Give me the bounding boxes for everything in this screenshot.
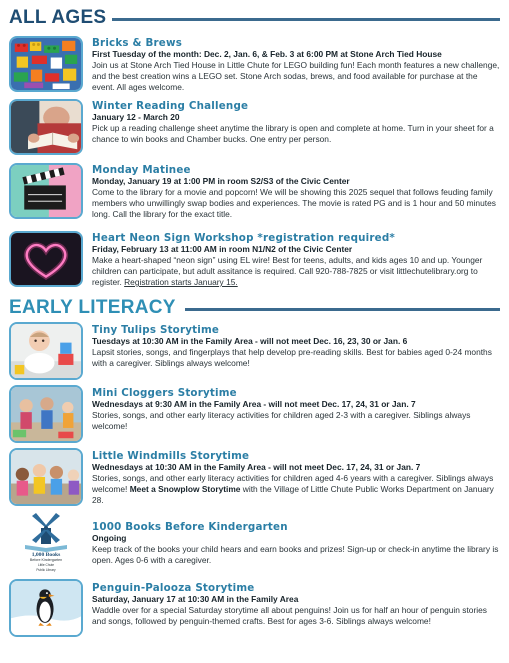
event-title: 1000 Books Before Kindergarten bbox=[92, 521, 288, 533]
event-text bbox=[92, 324, 502, 369]
event-text bbox=[92, 521, 502, 566]
event-date: Saturday, January 17 at 10:30 AM in the Family Area bbox=[92, 594, 299, 604]
event-description-text: Make a heart-shaped “neon sign” using EL wire! Best for teens, adults, and kids ages 10 and up. Younger children can participate, but adult assitance is required. Call 920-788-7825 or visit littlechutelibrary.org to register. bbox=[92, 255, 483, 287]
kids-image bbox=[9, 448, 83, 506]
event-description bbox=[92, 473, 502, 506]
snowplow-storytime-highlight: Meet a Snowplow Storytime bbox=[129, 484, 241, 494]
event-title: Heart Neon Sign Workshop *registration required* bbox=[92, 232, 396, 244]
toddlers-image bbox=[9, 385, 83, 443]
baby-image bbox=[9, 322, 83, 380]
section-header-early-literacy bbox=[0, 295, 509, 323]
reading-image bbox=[9, 99, 83, 155]
section-title: EARLY LITERACY bbox=[9, 297, 176, 318]
event-title: Penguin-Palooza Storytime bbox=[92, 582, 255, 594]
event-description: Lapsit stories, songs, and fingerplays that help develop pre-reading skills. Best for babies aged 0-24 months with a caregiver. Siblings always welcome! bbox=[92, 347, 492, 368]
event-title: Mini Cloggers Storytime bbox=[92, 387, 237, 399]
clapperboard-image bbox=[9, 163, 83, 219]
section-title: ALL AGES bbox=[9, 7, 107, 28]
event-text bbox=[92, 582, 502, 627]
event-text bbox=[92, 164, 502, 220]
event-description bbox=[92, 255, 502, 288]
event-text bbox=[92, 232, 502, 288]
event-description: Pick up a reading challenge sheet anytime the library is open and complete at home. Turn in your sheet for a chance to win books and Chamber bucks. One entry per person. bbox=[92, 123, 494, 144]
event-date: Friday, February 13 at 11:00 AM in room N1/N2 of the Civic Center bbox=[92, 244, 353, 254]
registration-notice: Registration starts January 15. bbox=[124, 277, 238, 287]
event-date: Wednesdays at 9:30 AM in the Family Area - will not meet Dec. 17, 24, 31 or Jan. 7 bbox=[92, 399, 416, 409]
event-date: Ongoing bbox=[92, 533, 127, 543]
section-rule bbox=[112, 18, 500, 21]
logo-line: 1,000 Books bbox=[31, 552, 61, 558]
event-text bbox=[92, 450, 502, 506]
windmill-logo bbox=[9, 512, 83, 574]
event-description: Waddle over for a special Saturday storytime all about penguins! Join us for half an hour of penguin stories and songs, followed by penguin-themed crafts. Best for ages 3-6. Siblings always welcome! bbox=[92, 605, 487, 626]
event-description: Come to the library for a movie and popcorn! We will be showing this 2025 sequel that follows feuding family members who unwillingly swap bodies and experiences. The movie is rated PG and is 1 hour and 50 minutes long. Call the library for the exact title. bbox=[92, 187, 496, 219]
lego-bricks-image bbox=[9, 36, 83, 92]
event-title: Bricks & Brews bbox=[92, 37, 183, 49]
event-text bbox=[92, 100, 502, 145]
penguin-image bbox=[9, 579, 83, 637]
event-description: Keep track of the books your child hears and earn books and prizes! Sign-up or check-in anytime the library is open. Ages 0-6 with a caregiver. bbox=[92, 544, 499, 565]
logo-line: Before Kindergarten bbox=[29, 558, 63, 562]
event-text bbox=[92, 37, 502, 93]
event-title: Monday Matinee bbox=[92, 164, 191, 176]
logo-line: Little Chute bbox=[37, 563, 55, 567]
event-title: Little Windmills Storytime bbox=[92, 450, 250, 462]
event-description: Join us at Stone Arch Tied House in Little Chute for LEGO building fun! Each month features a new challenge, and the best creation wins a LEGO set. Stone Arch sodas, brews, and food available for purchase at the event. All ages welcome. bbox=[92, 60, 500, 92]
event-description-tail: with the Village of Little Chute Public Works Department on January 28. bbox=[92, 484, 494, 505]
event-text bbox=[92, 387, 502, 432]
logo-text bbox=[9, 553, 83, 573]
event-date: January 12 - March 20 bbox=[92, 112, 180, 122]
event-title: Winter Reading Challenge bbox=[92, 100, 249, 112]
event-description-text: Stories, songs, and other early literacy activities for children aged 4-6 years with a caregiver. Siblings always welcome! bbox=[92, 473, 494, 494]
event-title: Tiny Tulips Storytime bbox=[92, 324, 220, 336]
section-rule bbox=[185, 308, 500, 311]
section-header-all-ages bbox=[0, 5, 509, 33]
event-description: Stories, songs, and other early literacy activities for children aged 2-3 with a caregiver. Siblings always welcome! bbox=[92, 410, 471, 431]
event-date: First Tuesday of the month: Dec. 2, Jan. 6, & Feb. 3 at 6:00 PM at Stone Arch Tied House bbox=[92, 49, 442, 59]
logo-line: Public Library bbox=[36, 568, 56, 572]
event-date: Tuesdays at 10:30 AM in the Family Area - will not meet Dec. 16, 23, 30 or Jan. 6 bbox=[92, 336, 408, 346]
event-date: Monday, January 19 at 1:00 PM in room S2/S3 of the Civic Center bbox=[92, 176, 350, 186]
event-date: Wednesdays at 10:30 AM in the Family Area - will not meet Dec. 17, 24, 31 or Jan. 7 bbox=[92, 462, 421, 472]
neon-heart-image bbox=[9, 231, 83, 287]
